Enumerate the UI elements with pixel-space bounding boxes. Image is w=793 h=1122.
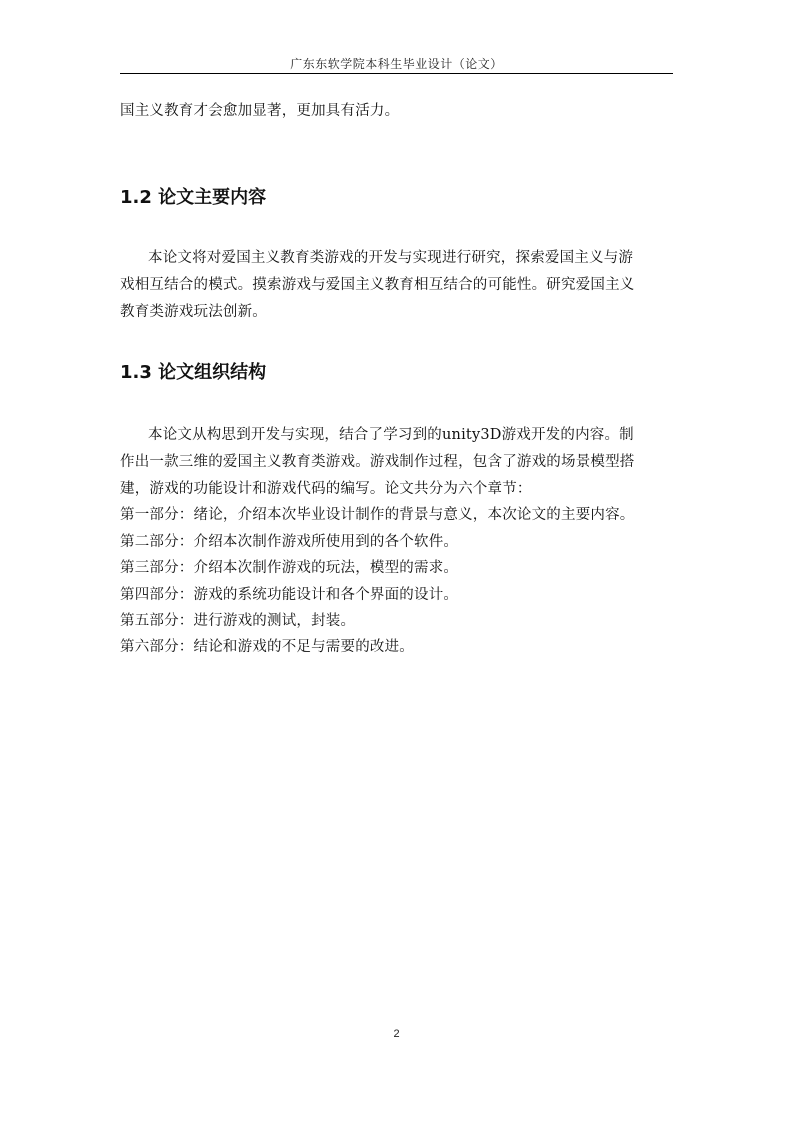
chapter-list-item: 第五部分：进行游戏的测试，封装。 [120,613,356,629]
paragraph-line: 本论文从构思到开发与实现，结合了学习到的unity3D游戏开发的内容。制 [148,427,634,443]
chapter-list-item: 第六部分：结论和游戏的不足与需要的改进。 [120,639,414,655]
paragraph-line: 教育类游戏玩法创新。 [120,304,267,320]
chapter-list-item: 第一部分：绪论，介绍本次毕业设计制作的背景与意义，本次论文的主要内容。 [120,507,635,523]
chapter-list-item: 第三部分：介绍本次制作游戏的玩法，模型的需求。 [120,560,459,576]
section-heading-1-3: 1.3 论文组织结构 [120,362,267,383]
continuation-paragraph: 国主义教育才会愈加显著，更加具有活力。 [120,103,400,119]
paragraph-line: 作出一款三维的爱国主义教育类游戏。游戏制作过程，包含了游戏的场景模型搭 [120,454,635,470]
page-number: 2 [393,1028,400,1040]
section-heading-1-2: 1.2 论文主要内容 [120,187,267,208]
chapter-list-item: 第二部分：介绍本次制作游戏所使用到的各个软件。 [120,534,459,550]
paragraph-line: 本论文将对爱国主义教育类游戏的开发与实现进行研究，探索爱国主义与游 [148,250,634,266]
header-divider [120,73,673,74]
paragraph-line: 建，游戏的功能设计和游戏代码的编写。论文共分为六个章节： [120,481,532,497]
header-title: 广东东软学院本科生毕业设计（论文） [290,57,503,71]
paragraph-line: 戏相互结合的模式。摸索游戏与爱国主义教育相互结合的可能性。研究爱国主义 [120,277,635,293]
chapter-list-item: 第四部分：游戏的系统功能设计和各个界面的设计。 [120,587,459,603]
